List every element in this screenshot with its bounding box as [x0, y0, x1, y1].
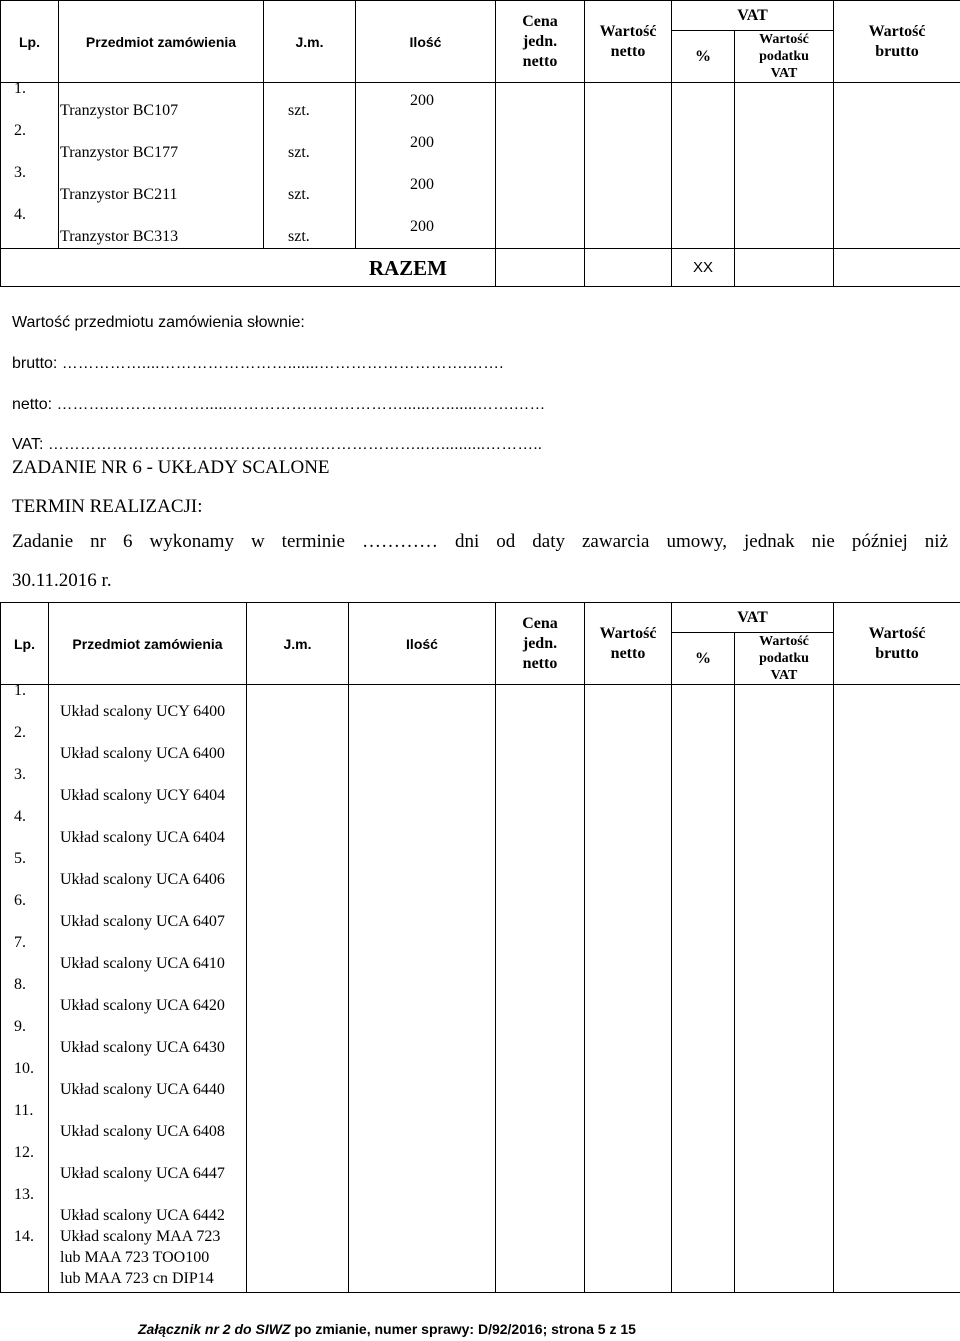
- header-unit-price-l3: netto: [522, 52, 558, 70]
- section-title: ZADANIE NR 6 - UKŁADY SCALONE: [12, 457, 330, 478]
- t2-cell-gross-column: [834, 685, 960, 1293]
- header-vat-value-l3: VAT: [770, 66, 798, 81]
- t2-item-13: Układ scalony UCA 6442: [60, 1207, 225, 1224]
- page-footer: [138, 1321, 636, 1337]
- t1-unit-3: szt.: [288, 186, 310, 203]
- t2-lp-1: 1.: [14, 682, 26, 699]
- t2-cell-unit-column: [247, 685, 349, 1293]
- footer-rest: po zmianie, numer sprawy: D/92/2016; strona 5 z 15: [290, 1321, 636, 1337]
- header-gross-value-l2: brutto: [875, 42, 919, 60]
- words-net: netto: ……….……………….....……………………………......….......…….……: [12, 396, 546, 413]
- t2-item-9: Układ scalony UCA 6430: [60, 1039, 225, 1056]
- t2-header-gross-value: [834, 603, 960, 685]
- t2-header-unit-price: [496, 603, 585, 685]
- t1-unit-1: szt.: [288, 102, 310, 119]
- t2-header-vat-value: [735, 633, 834, 685]
- t2-item-14-line2: lub MAA 723 TOO100: [60, 1249, 210, 1266]
- t2-cell-vat-pct-column: [672, 685, 735, 1293]
- cell-net-column: [585, 83, 672, 249]
- t2-item-8: Układ scalony UCA 6420: [60, 997, 225, 1014]
- t2-lp-14: 14.: [14, 1228, 34, 1245]
- t2-cell-qty-column: [349, 685, 496, 1293]
- header-unit-price-l1: Cena: [522, 12, 558, 30]
- t2-header-gross-value-l2: brutto: [875, 644, 919, 662]
- t2-cell-net-column: [585, 685, 672, 1293]
- t2-item-2: Układ scalony UCA 6400: [60, 745, 225, 762]
- t1-unit-2: szt.: [288, 144, 310, 161]
- t2-lp-11: 11.: [14, 1102, 34, 1119]
- header-gross-value-l1: Wartość: [868, 22, 926, 40]
- t2-header-unit-price-l3: netto: [522, 654, 558, 672]
- total-net-cell: [585, 249, 672, 287]
- header-vat-value: [735, 31, 834, 83]
- words-gross: brutto: ……………....…………………….......……………………….…….: [12, 355, 504, 372]
- t2-lp-9: 9.: [14, 1018, 26, 1035]
- t2-item-5: Układ scalony UCA 6406: [60, 871, 225, 888]
- t2-item-7: Układ scalony UCA 6410: [60, 955, 225, 972]
- t2-header-unit-price-l1: Cena: [522, 614, 558, 632]
- t2-item-4: Układ scalony UCA 6404: [60, 829, 225, 846]
- t2-header-net-value: [585, 603, 672, 685]
- t2-lp-10: 10.: [14, 1060, 34, 1077]
- t1-item-1: Tranzystor BC107: [60, 102, 179, 119]
- t2-lp-3: 3.: [14, 766, 26, 783]
- t1-item-3: Tranzystor BC211: [60, 186, 178, 203]
- t2-lp-6: 6.: [14, 892, 26, 909]
- t2-item-1: Układ scalony UCY 6400: [60, 703, 226, 720]
- t1-unit-4: szt.: [288, 228, 310, 245]
- words-heading: Wartość przedmiotu zamówienia słownie:: [12, 314, 305, 331]
- t2-item-11: Układ scalony UCA 6408: [60, 1123, 225, 1140]
- t2-lp-7: 7.: [14, 934, 26, 951]
- deadline-label: TERMIN REALIZACJI:: [12, 496, 203, 517]
- total-pct-cell: XX: [672, 249, 735, 287]
- cell-vat-pct-column: [672, 83, 735, 249]
- t2-header-item: Przedmiot zamówienia: [49, 603, 247, 685]
- t1-lp-4: 4.: [14, 206, 26, 223]
- t2-lp-13: 13.: [14, 1186, 34, 1203]
- t1-item-4: Tranzystor BC313: [60, 228, 179, 245]
- t2-item-14-line3: lub MAA 723 cn DIP14: [60, 1270, 214, 1287]
- t2-item-14-line1: Układ scalony MAA 723: [60, 1228, 221, 1245]
- header-vat-value-l2: podatku: [759, 49, 809, 64]
- total-gross-cell: [834, 249, 960, 287]
- t2-item-6: Układ scalony UCA 6407: [60, 913, 225, 930]
- t2-header-vat: VAT: [672, 603, 834, 633]
- header-lp: Lp.: [1, 1, 59, 83]
- header-net-value-l2: netto: [610, 42, 646, 60]
- t2-cell-vat-value-column: [735, 685, 834, 1293]
- cell-price-column: [496, 83, 585, 249]
- cell-gross-column: [834, 83, 960, 249]
- deadline-text: Zadanie nr 6 wykonamy w terminie ………… dni od daty zawarcia umowy, jednak nie później niż: [12, 531, 948, 552]
- header-gross-value: [834, 1, 960, 83]
- t1-qty-1: 200: [410, 92, 434, 109]
- t1-qty-2: 200: [410, 134, 434, 151]
- t2-header-vat-pct: %: [672, 633, 735, 685]
- t2-header-lp: Lp.: [1, 603, 49, 685]
- t2-item-3: Układ scalony UCY 6404: [60, 787, 226, 804]
- cell-lp-column: [1, 83, 59, 249]
- header-vat-pct: %: [672, 31, 735, 83]
- t2-header-vat-value-l2: podatku: [759, 651, 809, 666]
- t2-lp-4: 4.: [14, 808, 26, 825]
- cell-vat-value-column: [735, 83, 834, 249]
- t2-item-10: Układ scalony UCA 6440: [60, 1081, 225, 1098]
- header-unit: J.m.: [264, 1, 356, 83]
- t1-lp-3: 3.: [14, 164, 26, 181]
- t2-header-qty: Ilość: [349, 603, 496, 685]
- t1-item-2: Tranzystor BC177: [60, 144, 179, 161]
- t2-cell-price-column: [496, 685, 585, 1293]
- t2-lp-2: 2.: [14, 724, 26, 741]
- total-price-cell: [496, 249, 585, 287]
- t1-qty-4: 200: [410, 218, 434, 235]
- t2-lp-12: 12.: [14, 1144, 34, 1161]
- t2-lp-5: 5.: [14, 850, 26, 867]
- t2-header-unit-price-l2: jedn.: [522, 634, 558, 652]
- header-qty: Ilość: [356, 1, 496, 83]
- words-vat: VAT: ……………………………………………………………..…..........………..: [12, 436, 543, 453]
- t2-header-net-value-l1: Wartość: [599, 624, 657, 642]
- t2-header-gross-value-l1: Wartość: [868, 624, 926, 642]
- t2-header-vat-value-l1: Wartość: [759, 634, 809, 649]
- total-label: RAZEM: [1, 249, 496, 287]
- header-vat-value-l1: Wartość: [759, 32, 809, 47]
- t2-header-vat-value-l3: VAT: [770, 668, 798, 683]
- footer-attachment: Załącznik nr 2 do SIWZ: [138, 1321, 291, 1337]
- t2-lp-8: 8.: [14, 976, 26, 993]
- t2-item-12: Układ scalony UCA 6447: [60, 1165, 225, 1182]
- header-unit-price: [496, 1, 585, 83]
- total-vat-cell: [735, 249, 834, 287]
- t2-cell-item-column: [49, 685, 247, 1293]
- header-vat: VAT: [672, 1, 834, 31]
- t1-lp-1: 1.: [14, 80, 26, 97]
- header-item: Przedmiot zamówienia: [59, 1, 264, 83]
- header-net-value: [585, 1, 672, 83]
- t2-header-net-value-l2: netto: [610, 644, 646, 662]
- deadline-date: 30.11.2016 r.: [12, 570, 112, 591]
- t2-header-unit: J.m.: [247, 603, 349, 685]
- header-unit-price-l2: jedn.: [522, 32, 558, 50]
- t1-lp-2: 2.: [14, 122, 26, 139]
- header-net-value-l1: Wartość: [599, 22, 657, 40]
- t1-qty-3: 200: [410, 176, 434, 193]
